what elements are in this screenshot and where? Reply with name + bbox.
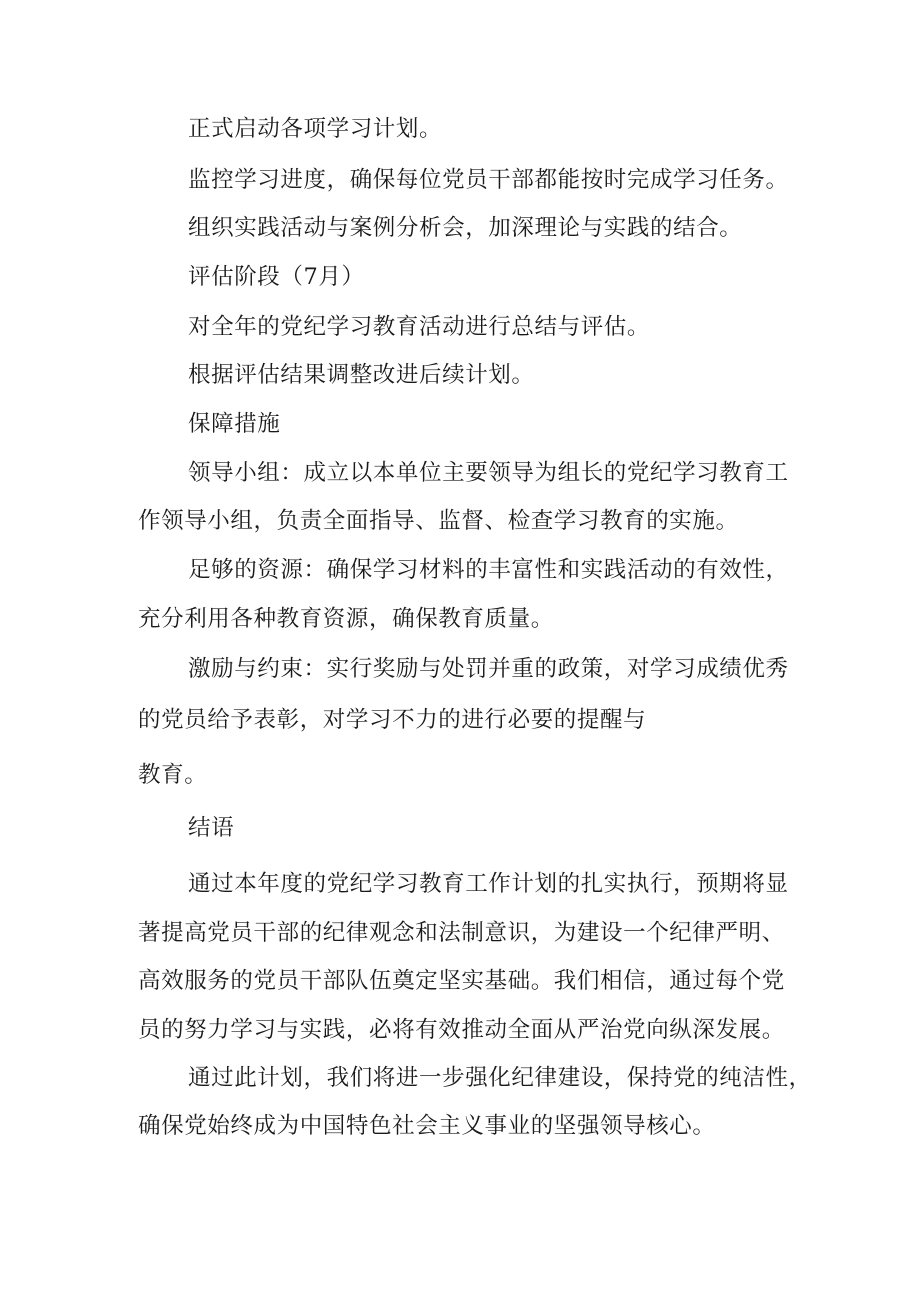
paragraph-final-line2: 确保党始终成为中国特色社会主义事业的坚强领导核心。 bbox=[138, 1113, 716, 1139]
paragraph-conclusion-line3: 高效服务的党员干部队伍奠定坚实基础。我们相信，通过每个党 bbox=[138, 968, 785, 994]
heading-safeguards: 保障措施 bbox=[188, 411, 281, 437]
paragraph-monitor-progress: 监控学习进度，确保每位党员干部都能按时完成学习任务。 bbox=[188, 167, 789, 193]
heading-evaluation-stage: 评估阶段（7月） bbox=[188, 264, 365, 290]
paragraph-incentives-line3: 教育。 bbox=[138, 762, 208, 788]
paragraph-start-plans: 正式启动各项学习计划。 bbox=[188, 116, 443, 142]
paragraph-resources-line2: 充分利用各种教育资源，确保教育质量。 bbox=[138, 606, 554, 632]
paragraph-annual-evaluation: 对全年的党纪学习教育活动进行总结与评估。 bbox=[188, 314, 651, 340]
paragraph-final-line1: 通过此计划，我们将进一步强化纪律建设，保持党的纯洁性， bbox=[188, 1065, 812, 1091]
paragraph-leadership-group-line1: 领导小组：成立以本单位主要领导为组长的党纪学习教育工 bbox=[188, 460, 789, 486]
paragraph-incentives-line2: 的党员给予表彰，对学习不力的进行必要的提醒与 bbox=[138, 707, 647, 733]
paragraph-resources-line1: 足够的资源：确保学习材料的丰富性和实践活动的有效性， bbox=[188, 557, 789, 583]
paragraph-conclusion-line2: 著提高党员干部的纪律观念和法制意识，为建设一个纪律严明、 bbox=[138, 920, 785, 946]
paragraph-conclusion-line1: 通过本年度的党纪学习教育工作计划的扎实执行，预期将显 bbox=[188, 871, 789, 897]
paragraph-conclusion-line4: 员的努力学习与实践，必将有效推动全面从严治党向纵深发展。 bbox=[138, 1017, 785, 1043]
paragraph-leadership-group-line2: 作领导小组，负责全面指导、监督、检查学习教育的实施。 bbox=[138, 508, 739, 534]
paragraph-incentives-line1: 激励与约束：实行奖励与处罚并重的政策，对学习成绩优秀 bbox=[188, 656, 789, 682]
heading-conclusion: 结语 bbox=[188, 815, 235, 841]
paragraph-practice-activities: 组织实践活动与案例分析会，加深理论与实践的结合。 bbox=[188, 215, 743, 241]
paragraph-adjust-plan: 根据评估结果调整改进后续计划。 bbox=[188, 362, 535, 388]
